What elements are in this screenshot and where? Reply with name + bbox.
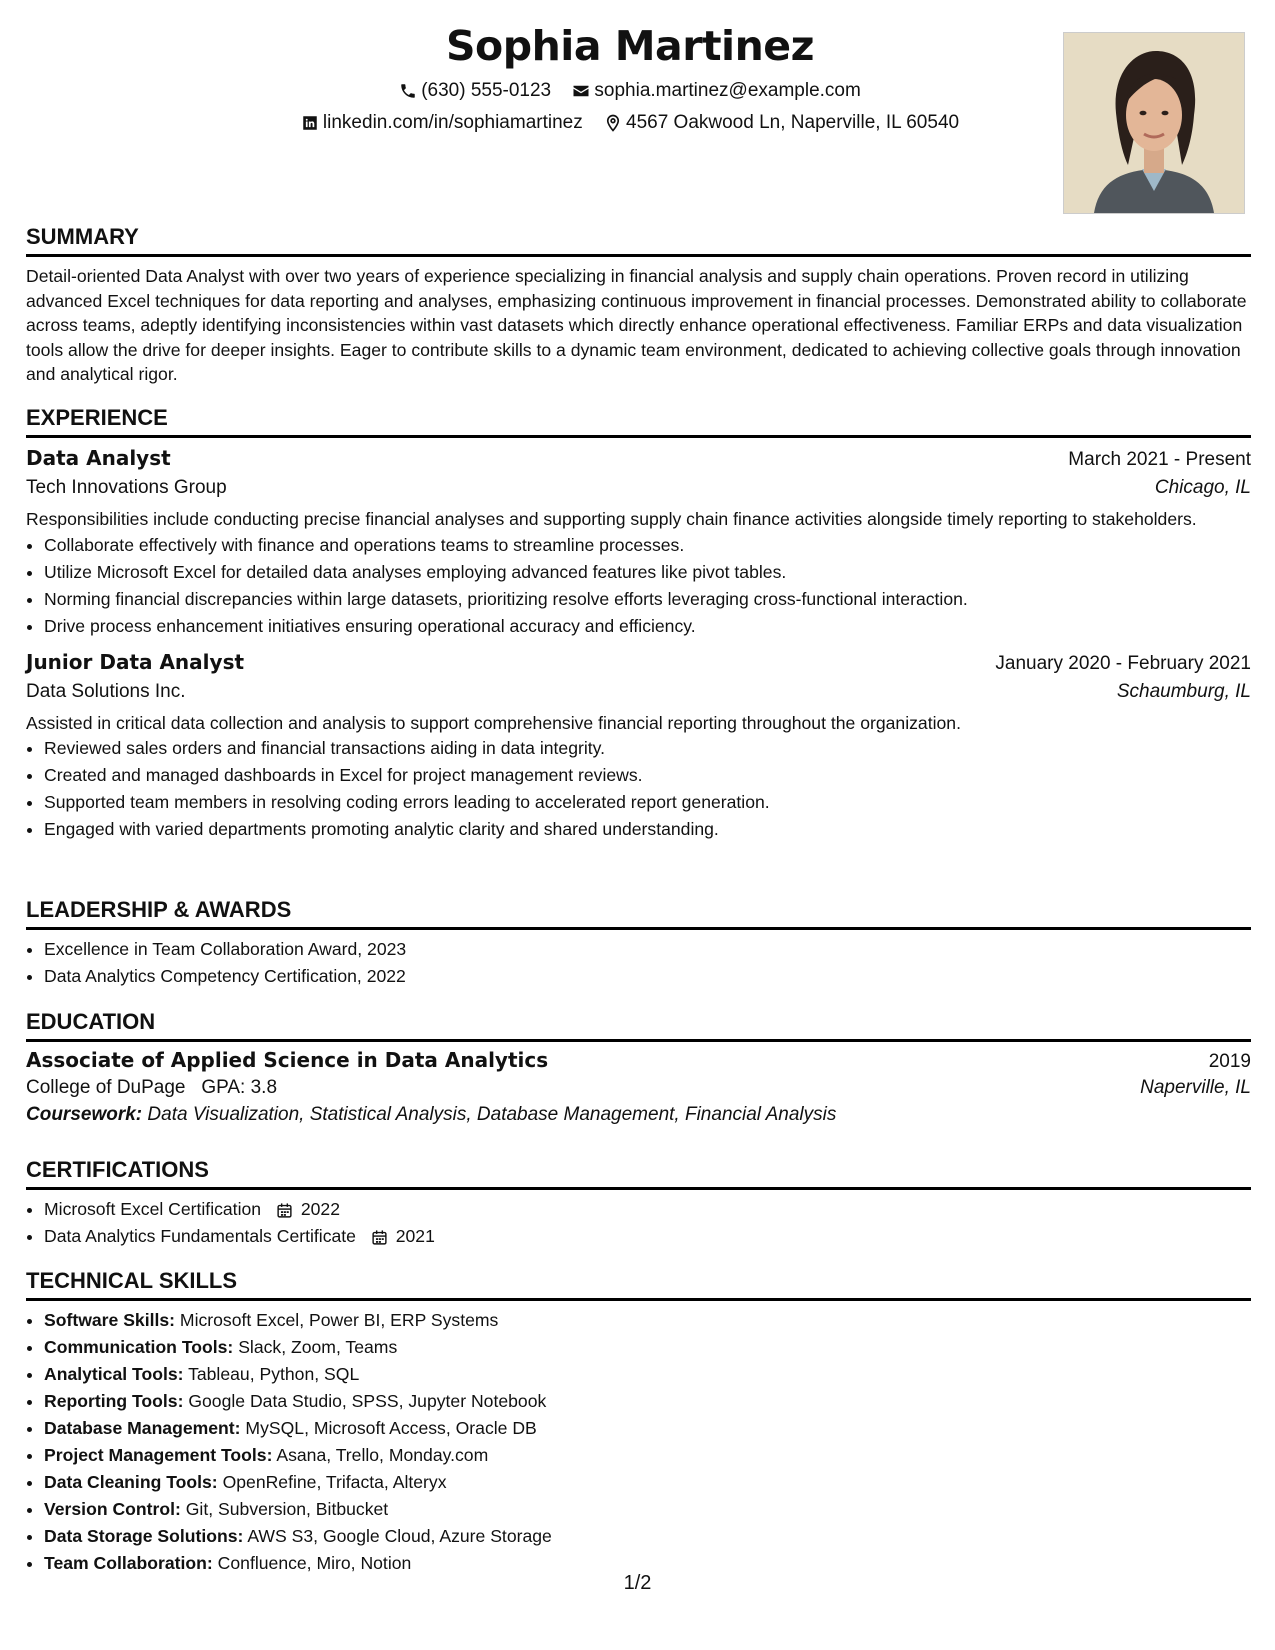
company-name: Tech Innovations Group [26,477,227,498]
skill-label: Database Management: [44,1418,241,1438]
skill-value: OpenRefine, Trifacta, Alteryx [222,1472,447,1492]
linkedin-icon [301,114,319,132]
job-location: Schaumburg, IL [1116,680,1251,702]
certifications-list [26,1196,1251,1250]
calendar-icon [276,1202,293,1219]
list-item: • Data Analytics Competency Certification, 2022 [44,963,1251,990]
certification-name: Microsoft Excel Certification [44,1199,262,1219]
list-item: • Drive process enhancement initiatives ensuring operational accuracy and efficiency. [44,613,1251,640]
street-address: 4567 Oakwood Ln, Naperville, IL 60540 [626,112,960,133]
education-section [26,1009,1251,1126]
phone-icon [399,82,417,100]
leadership-heading: LEADERSHIP & AWARDS [26,897,1251,930]
company-name: Data Solutions Inc. [26,680,186,702]
list-item: • Excellence in Team Collaboration Award, 2023 [44,936,1251,963]
skill-value: Tableau, Python, SQL [188,1364,360,1384]
list-item [44,1307,1251,1334]
envelope-icon [572,82,590,100]
experience-section [26,405,1251,843]
skill-label: Data Storage Solutions: [44,1526,244,1546]
skill-label: Software Skills: [44,1310,176,1330]
skill-value: AWS S3, Google Cloud, Azure Storage [247,1526,552,1546]
job-entry [26,650,1251,844]
coursework [26,1104,1251,1126]
certifications-heading: CERTIFICATIONS [26,1157,1251,1190]
list-item [44,1496,1251,1523]
address-contact [604,112,959,134]
certification-year: 2021 [395,1226,435,1246]
skill-label: Reporting Tools: [44,1391,184,1411]
skill-label: Communication Tools: [44,1337,234,1357]
skill-value: MySQL, Microsoft Access, Oracle DB [245,1418,537,1438]
job-dates: January 2020 - February 2021 [995,652,1251,674]
job-dates: March 2021 - Present [1068,449,1251,470]
skill-label: Version Control: [44,1499,181,1519]
awards-list [26,936,1251,990]
skill-label: Analytical Tools: [44,1364,184,1384]
skills-list [26,1307,1251,1577]
graduation-year: 2019 [1208,1051,1251,1072]
summary-heading: SUMMARY [26,224,1251,257]
summary-section [26,224,1251,387]
phone-contact[interactable] [399,80,551,102]
school-location: Naperville, IL [1140,1077,1251,1098]
job-description: Responsibilities include conducting precise financial analyses and supporting supply chain finance activities alongside timely reporting to stakeholders. [26,509,1197,529]
list-item: • Engaged with varied departments promoting analytic clarity and shared understanding. [44,816,1251,843]
list-item: • Created and managed dashboards in Excel for project management reviews. [44,762,1251,789]
coursework-list: Data Visualization, Statistical Analysis, Database Management, Financial Analysis [147,1104,837,1125]
skill-value: Confluence, Miro, Notion [217,1553,412,1573]
list-item [44,1361,1251,1388]
profile-photo [1063,32,1245,214]
page-number: 1/2 [623,1572,652,1594]
summary-text: Detail-oriented Data Analyst with over two years of experience specializing in financial analysis and supply chain operations. Proven record in utilizing advanced Excel techniques for data reporting and analyses, emphasizing continuous improvement in financial processes. Demonstrated ability to collaborate across teams, adeptly identifying inconsistencies within vast datasets which directly enhance operational effectiveness. Familiar ERPs and data visualization tools allow the drive for deeper insights. Eager to contribute skills to a dynamic team environment, dedicated to achieving collective goals through innovation and analytical rigor. [26,266,1247,384]
list-item: • Collaborate effectively with finance and operations teams to streamline processes. [44,532,1251,559]
calendar-icon [371,1229,388,1246]
skill-value: Slack, Zoom, Teams [238,1337,398,1357]
job-title: Data Analyst [26,446,171,470]
list-item [44,1469,1251,1496]
coursework-label: Coursework: [26,1104,143,1125]
phone-number: (630) 555-0123 [421,80,552,101]
list-item [44,1523,1251,1550]
certifications-section [26,1157,1251,1250]
list-item: • Utilize Microsoft Excel for detailed data analyses employing advanced features like pivot tables. [44,559,1251,586]
school-name: College of DuPage [26,1077,186,1098]
list-item: • Reviewed sales orders and financial transactions aiding in data integrity. [44,735,1251,762]
skill-value: Asana, Trello, Monday.com [276,1445,489,1465]
experience-heading: EXPERIENCE [26,405,1251,438]
skill-label: Data Cleaning Tools: [44,1472,218,1492]
list-item [44,1334,1251,1361]
education-heading: EDUCATION [26,1009,1251,1042]
job-title: Junior Data Analyst [26,649,245,674]
certification-year: 2022 [300,1199,340,1219]
job-bullets [26,532,1251,640]
job-description: Assisted in critical data collection and analysis to support comprehensive financial reporting throughout the organization. [26,712,961,733]
degree-title: Associate of Applied Science in Data Analytics [26,1048,549,1072]
list-item: • Supported team members in resolving coding errors leading to accelerated report generation. [44,789,1251,816]
skill-label: Team Collaboration: [44,1553,213,1573]
list-item [44,1223,1251,1250]
gpa: GPA: 3.8 [201,1077,278,1098]
list-item: • Norming financial discrepancies within large datasets, prioritizing resolve efforts leveraging cross-functional interaction. [44,586,1251,613]
email-contact[interactable] [572,80,860,102]
list-item [44,1388,1251,1415]
skills-heading: TECHNICAL SKILLS [26,1268,1251,1301]
list-item [44,1196,1251,1223]
linkedin-contact[interactable] [301,112,583,134]
map-pin-icon [604,114,622,132]
job-location: Chicago, IL [1154,477,1251,498]
skills-section [26,1268,1251,1577]
email-address: sophia.martinez@example.com [594,80,861,101]
skill-label: Project Management Tools: [44,1445,273,1465]
leadership-section [26,897,1251,990]
candidate-name: Sophia Martinez [446,22,814,70]
skill-value: Google Data Studio, SPSS, Jupyter Notebook [188,1391,547,1411]
list-item [44,1442,1251,1469]
job-bullets [26,735,1251,843]
linkedin-url: linkedin.com/in/sophiamartinez [322,112,583,133]
skill-value: Git, Subversion, Bitbucket [185,1499,389,1519]
skill-value: Microsoft Excel, Power BI, ERP Systems [179,1310,499,1330]
list-item [44,1415,1251,1442]
job-entry [26,446,1251,640]
certification-name: Data Analytics Fundamentals Certificate [44,1226,356,1246]
